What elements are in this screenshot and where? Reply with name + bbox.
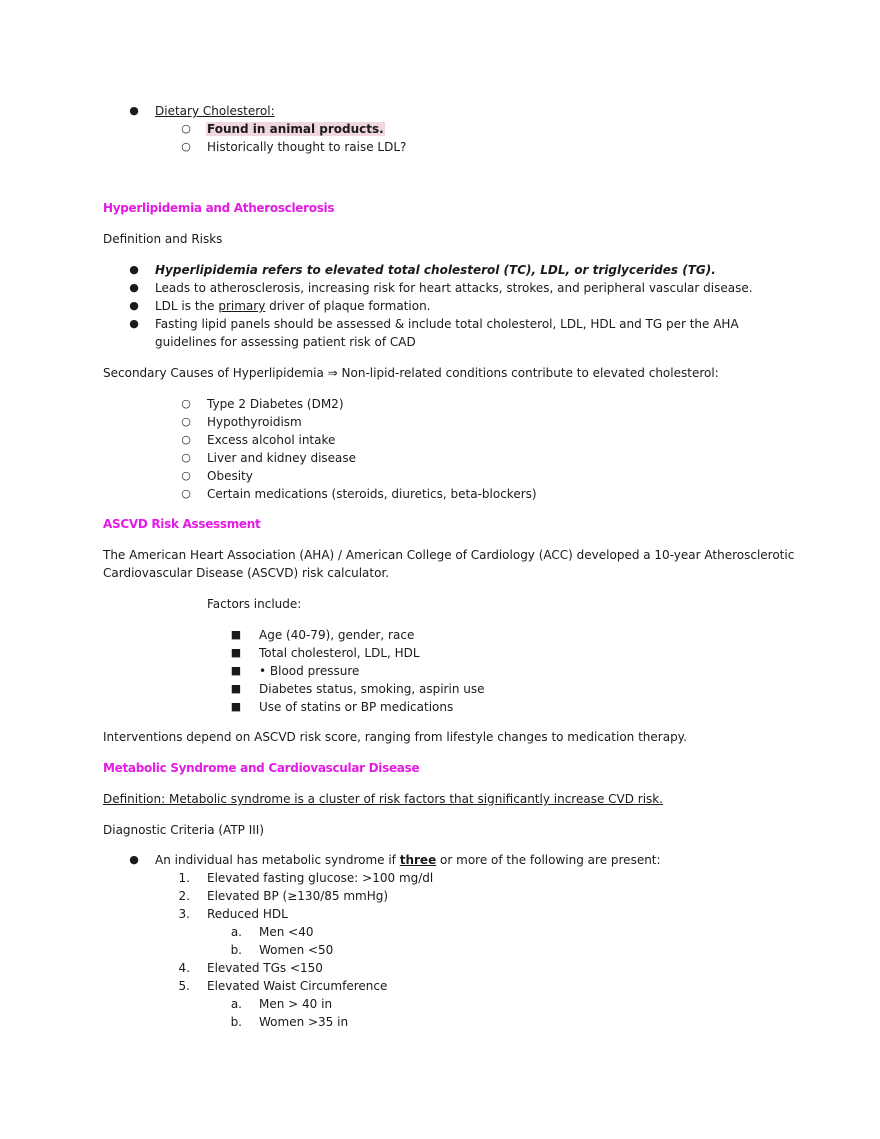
hyper-bullet-3 <box>155 297 430 315</box>
definition-risks-label: Definition and Risks <box>103 232 223 246</box>
text-part: driver of plaque formation. <box>265 299 431 313</box>
criteria-item: Elevated Waist Circumference <box>207 979 388 993</box>
circle-marker: ○ <box>181 397 191 410</box>
hyperlipidemia-heading: Hyperlipidemia and Atherosclerosis <box>103 201 335 215</box>
circle-marker: ○ <box>181 469 191 482</box>
list-number: 2. <box>178 889 190 903</box>
factor-item: • Blood pressure <box>259 664 360 678</box>
bullet-marker: ● <box>129 317 139 330</box>
list-number: 4. <box>178 961 190 975</box>
criteria-item: Reduced HDL <box>207 907 288 921</box>
dietary-sub-2: Historically thought to raise LDL? <box>207 140 407 154</box>
list-number: 1. <box>178 871 190 885</box>
circle-marker: ○ <box>181 451 191 464</box>
circle-marker: ○ <box>181 433 191 446</box>
bullet-marker: ● <box>129 281 139 294</box>
list-letter: b. <box>230 943 242 957</box>
waist-sub-item: Men > 40 in <box>259 997 333 1011</box>
factor-item: Diabetes status, smoking, aspirin use <box>259 682 485 696</box>
circle-marker: ○ <box>181 487 191 500</box>
ascvd-paragraph-line-1: The American Heart Association (AHA) / American College of Cardiology (ACC) developed a 10-year Atherosclerotic <box>103 548 795 562</box>
cause-item: Excess alcohol intake <box>207 433 336 447</box>
cause-item: Liver and kidney disease <box>207 451 357 465</box>
square-marker: ■ <box>230 682 242 695</box>
square-marker: ■ <box>230 700 242 713</box>
waist-sub-item: Women >35 in <box>259 1015 349 1029</box>
cause-item: Certain medications (steroids, diuretics, beta-blockers) <box>207 487 537 501</box>
text-part: or more of the following are present: <box>436 853 661 867</box>
list-letter: a. <box>230 997 242 1011</box>
square-marker: ■ <box>230 628 242 641</box>
cause-item: Obesity <box>207 469 253 483</box>
bullet-marker: ● <box>129 263 139 276</box>
highlighted-text: Found in animal products. <box>207 122 384 136</box>
factor-item: Total cholesterol, LDL, HDL <box>259 646 420 660</box>
hyper-bullet-2: Leads to atherosclerosis, increasing risk for heart attacks, strokes, and peripheral vascular disease. <box>155 281 753 295</box>
metabolic-bullet <box>155 851 661 869</box>
text-part: An individual has metabolic syndrome if <box>155 853 400 867</box>
ascvd-paragraph-line-2: Cardiovascular Disease (ASCVD) risk calculator. <box>103 566 390 580</box>
underlined-text: primary <box>218 299 266 313</box>
list-number: 5. <box>178 979 190 993</box>
list-number: 3. <box>178 907 190 921</box>
metabolic-heading: Metabolic Syndrome and Cardiovascular Disease <box>103 761 420 775</box>
interventions-text: Interventions depend on ASCVD risk score, ranging from lifestyle changes to medication therapy. <box>103 730 687 744</box>
metabolic-definition: Definition: Metabolic syndrome is a cluster of risk factors that significantly increase CVD risk. <box>103 792 664 806</box>
list-letter: a. <box>230 925 242 939</box>
square-marker: ■ <box>230 646 242 659</box>
circle-marker: ○ <box>181 415 191 428</box>
bullet-marker: ● <box>129 299 139 312</box>
secondary-causes-intro: Secondary Causes of Hyperlipidemia ⇒ Non-lipid-related conditions contribute to elevated cholesterol: <box>103 366 719 380</box>
factor-item: Use of statins or BP medications <box>259 700 454 714</box>
criteria-item: Elevated TGs <150 <box>207 961 323 975</box>
criteria-item: Elevated fasting glucose: >100 mg/dl <box>207 871 434 885</box>
bold-underlined-text: three <box>399 853 437 867</box>
bullet-marker: ● <box>129 104 139 117</box>
criteria-item: Elevated BP (≥130/85 mmHg) <box>207 889 389 903</box>
factors-label: Factors include: <box>207 597 302 611</box>
bullet-marker: ● <box>129 853 139 866</box>
hdl-sub-item: Men <40 <box>259 925 314 939</box>
hyper-bullet-1: Hyperlipidemia refers to elevated total cholesterol (TC), LDL, or triglycerides (TG). <box>155 263 716 277</box>
hyper-bullet-4-line-2: guidelines for assessing patient risk of CAD <box>155 335 416 349</box>
square-marker: ■ <box>230 664 242 677</box>
text-part: LDL is the <box>155 299 219 313</box>
diagnostic-criteria-label: Diagnostic Criteria (ATP III) <box>103 823 265 837</box>
circle-marker: ○ <box>181 140 191 153</box>
factor-item: Age (40-79), gender, race <box>259 628 415 642</box>
hdl-sub-item: Women <50 <box>259 943 334 957</box>
circle-marker: ○ <box>181 122 191 135</box>
cause-item: Type 2 Diabetes (DM2) <box>207 397 344 411</box>
ascvd-heading: ASCVD Risk Assessment <box>103 517 261 531</box>
dietary-cholesterol-title: Dietary Cholesterol: <box>155 104 275 118</box>
list-letter: b. <box>230 1015 242 1029</box>
hyper-bullet-4-line-1: Fasting lipid panels should be assessed & include total cholesterol, LDL, HDL and TG per the AHA <box>155 317 739 331</box>
cause-item: Hypothyroidism <box>207 415 302 429</box>
dietary-sub-1 <box>206 120 385 138</box>
